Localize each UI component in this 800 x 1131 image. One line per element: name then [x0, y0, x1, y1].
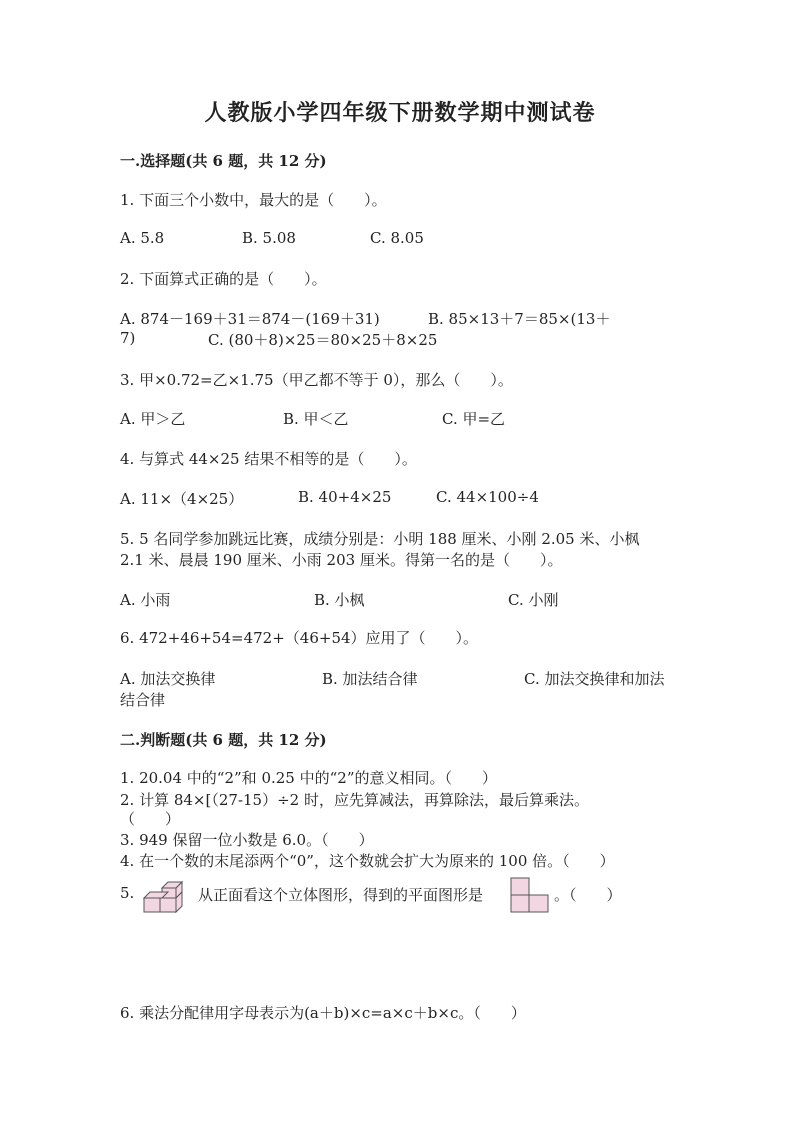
q3-stem: 3. 甲×0.72=乙×1.75（甲乙都不等于 0），那么（ ）。: [120, 371, 513, 389]
judge-5-text: 从正面看这个立体图形，得到的平面图形是: [198, 886, 484, 904]
q3-option-a: A. 甲＞乙: [120, 410, 186, 428]
judge-5-tail: 。（ ）: [554, 886, 622, 904]
section1-heading: 一.选择题(共 6 题，共 12 分): [120, 152, 327, 170]
q6-option-c-cont: 结合律: [120, 691, 166, 709]
q5-stem-line1: 5. 5 名同学参加跳远比赛，成绩分别是：小明 188 厘米、小刚 2.05 米、小枫: [120, 530, 640, 548]
judge-2-line2: （ ）: [120, 810, 181, 828]
judge-5-number: 5.: [120, 884, 135, 902]
judge-4: 4. 在一个数的末尾添两个“0”，这个数就会扩大为原来的 100 倍。（ ）: [120, 852, 615, 870]
q5-option-c: C. 小刚: [508, 591, 559, 609]
q2-option-c: C. (80＋8)×25＝80×25＋8×25: [208, 331, 438, 349]
plane-figure-image: [508, 876, 552, 914]
q1-option-c: C. 8.05: [370, 229, 424, 247]
q2-stem: 2. 下面算式正确的是（ ）。: [120, 270, 327, 288]
q3-option-b: B. 甲＜乙: [283, 410, 349, 428]
q1-option-b: B. 5.08: [242, 229, 296, 247]
q6-option-c: C. 加法交换律和加法: [524, 670, 665, 688]
q6-option-a: A. 加法交换律: [120, 670, 216, 688]
q4-stem: 4. 与算式 44×25 结果不相等的是（ ）。: [120, 450, 417, 468]
q6-stem: 6. 472+46+54=472+（46+54）应用了（ ）。: [120, 629, 479, 647]
judge-6: 6. 乘法分配律用字母表示为(a＋b)×c=a×c＋b×c。（ ）: [120, 1004, 526, 1022]
q5-option-b: B. 小枫: [314, 591, 365, 609]
section2-heading: 二.判断题(共 6 题，共 12 分): [120, 731, 327, 749]
page-title: 人教版小学四年级下册数学期中测试卷: [204, 100, 596, 126]
solid-figure-image: [140, 878, 188, 914]
q4-option-a: A. 11×（4×25）: [120, 490, 244, 508]
q5-stem-line2: 2.1 米、晨晨 190 厘米、小雨 203 厘米。得第一名的是（ ）。: [120, 551, 563, 569]
q4-option-b: B. 40+4×25: [298, 488, 392, 506]
q2-option-b: B. 85×13＋7＝85×(13＋: [428, 310, 611, 328]
q1-stem: 1. 下面三个小数中，最大的是（ ）。: [120, 191, 387, 209]
q2-option-b-cont: 7): [120, 329, 136, 347]
q6-option-b: B. 加法结合律: [322, 670, 418, 688]
q2-option-a: A. 874－169＋31＝874－(169＋31): [120, 310, 380, 328]
q3-option-c: C. 甲=乙: [442, 410, 506, 428]
judge-2-line1: 2. 计算 84×[（27-15）÷2 时，应先算减法，再算除法，最后算乘法。: [120, 791, 589, 809]
q5-option-a: A. 小雨: [120, 591, 171, 609]
judge-1: 1. 20.04 中的“2”和 0.25 中的“2”的意义相同。（ ）: [120, 769, 497, 787]
q4-option-c: C. 44×100÷4: [436, 488, 539, 506]
q1-option-a: A. 5.8: [120, 229, 165, 247]
judge-3: 3. 949 保留一位小数是 6.0。（ ）: [120, 831, 374, 849]
